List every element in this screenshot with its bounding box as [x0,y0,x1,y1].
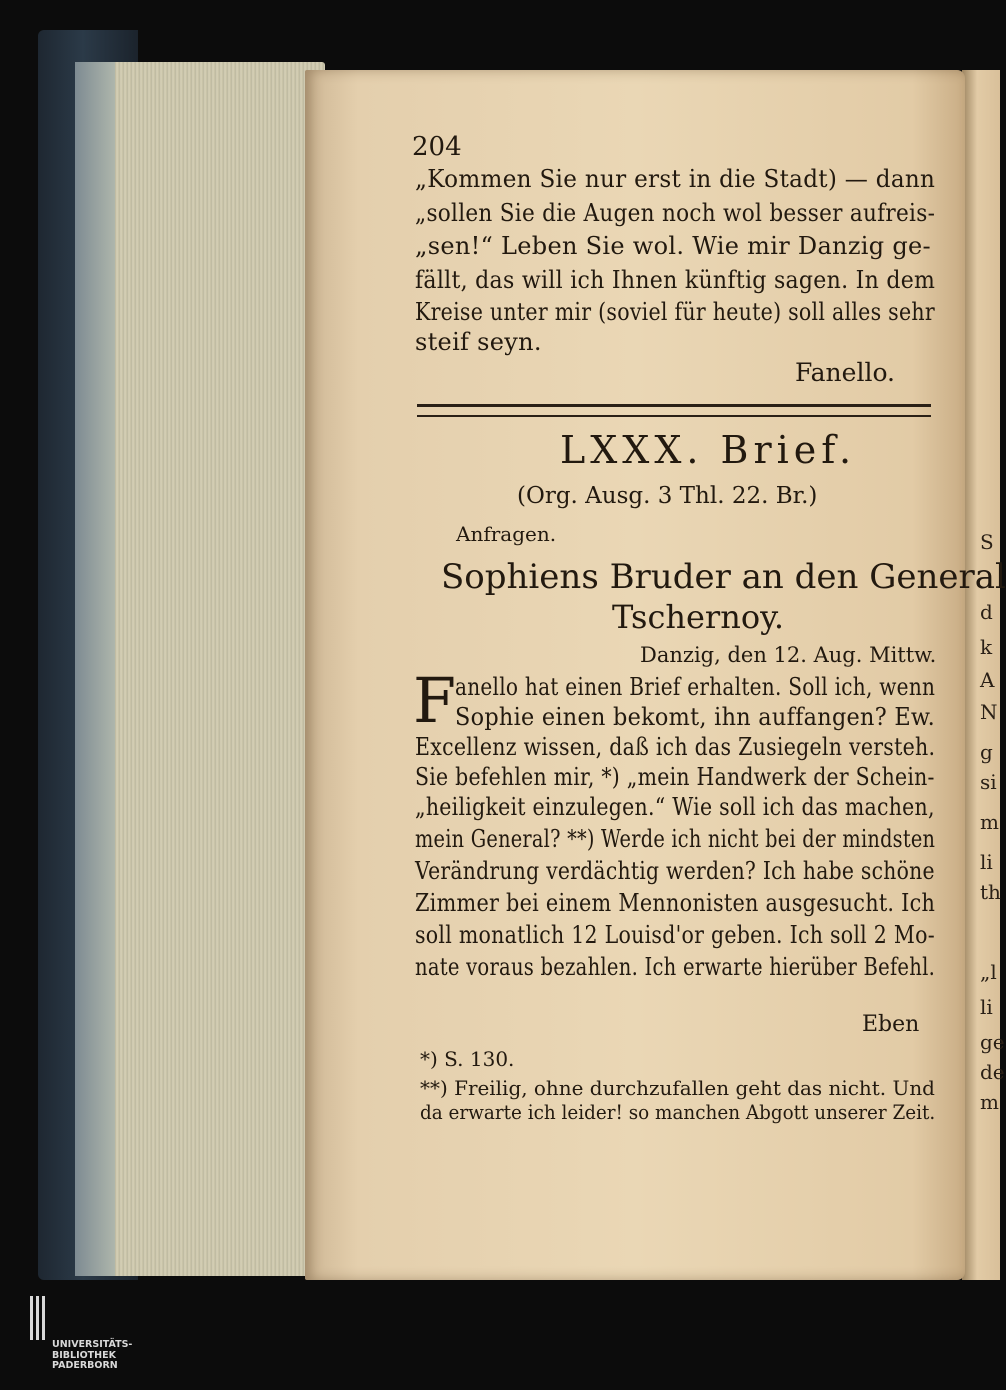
footnotes-line: da erwarte ich leider! so manchen Abgott unserer Zeit. [420,1100,936,1124]
facing-page [962,70,1005,1280]
lines-top-line: fällt, das will ich Ihnen künftig sagen. In dem [415,266,936,294]
logo-line-1: UNIVERSITÄTS- [52,1339,133,1350]
body-lines-line: anello hat einen Brief erhalten. Soll ich, wenn [455,673,936,701]
facing-page-fragment: ge [980,1030,1005,1054]
lines-top-line: „Kommen Sie nur erst in die Stadt) — dann [415,165,936,193]
facing-page-fragment: m [980,1090,999,1114]
facing-page-fragment: S [980,530,994,554]
body-lines-line: soll monatlich 12 Louisd'or geben. Ich soll 2 Mo- [415,921,935,949]
facing-page-fragment: li [980,850,993,874]
facing-page-fragment: si [980,770,997,794]
facing-page-fragment: de [980,1060,1005,1084]
facing-page-fragment: th [980,880,1001,904]
lines-top-line: „sollen Sie die Augen noch wol besser aufreis- [415,199,936,227]
page-edges-shadow [75,62,115,1276]
lines-top-line: Kreise unter mir (soviel für heute) soll alles sehr [415,298,935,326]
subject-line-2: Tschernoy. [612,598,785,636]
facing-page-fragment: d [980,600,993,624]
facing-page-fragment: m [980,810,999,834]
body-lines-line: Excellenz wissen, daß ich das Zusiegeln versteh. [415,733,936,761]
body-lines-line: mein General? **) Werde ich nicht bei der mindsten [415,825,936,853]
section-divider [417,404,931,417]
subject-line-1: Sophiens Bruder an den General [441,557,1006,597]
letter-subheading: (Org. Ausg. 3 Thl. 22. Br.) [517,483,818,509]
letter-heading: LXXX. Brief. [560,428,857,472]
facing-page-fragment: „l [980,960,997,984]
page-number: 204 [412,132,462,162]
drop-cap: F [413,664,457,737]
logo-line-3: PADERBORN [52,1360,118,1371]
facing-page-fragment: N [980,700,998,724]
body-lines-line: Sophie einen bekomt, ihn auffangen? Ew. [455,703,936,731]
lines-top-line: steif seyn. [415,328,542,356]
catchword: Eben [862,1012,920,1037]
facing-page-fragment: li [980,995,993,1019]
facing-page-fragment: g [980,740,993,764]
body-lines-line: Sie befehlen mir, *) „mein Handwerk der Schein- [415,763,935,791]
footnotes-line: *) S. 130. [420,1047,515,1071]
body-lines-line: nate voraus bezahlen. Ich erwarte hierüber Befehl. [415,953,936,981]
facing-page-fragment: A [980,668,995,692]
signature: Fanello. [795,358,895,387]
dateline: Danzig, den 12. Aug. Mittw. [640,643,937,667]
logo-line-2: BIBLIOTHEK [52,1349,116,1361]
body-lines-line: Verändrung verdächtig werden? Ich habe schöne [415,857,935,885]
margin-note: Anfragen. [456,522,557,546]
body-lines-line: „heiligkeit einzulegen.“ Wie soll ich das machen, [415,793,935,821]
library-logo-text [52,1340,132,1372]
footnotes-line: **) Freilig, ohne durchzufallen geht das nicht. Und [420,1076,935,1100]
lines-top-line: „sen!“ Leben Sie wol. Wie mir Danzig ge- [415,232,931,260]
body-lines-line: Zimmer bei einem Mennonisten ausgesucht. Ich [415,889,936,917]
facing-page-fragment: k [980,635,993,659]
